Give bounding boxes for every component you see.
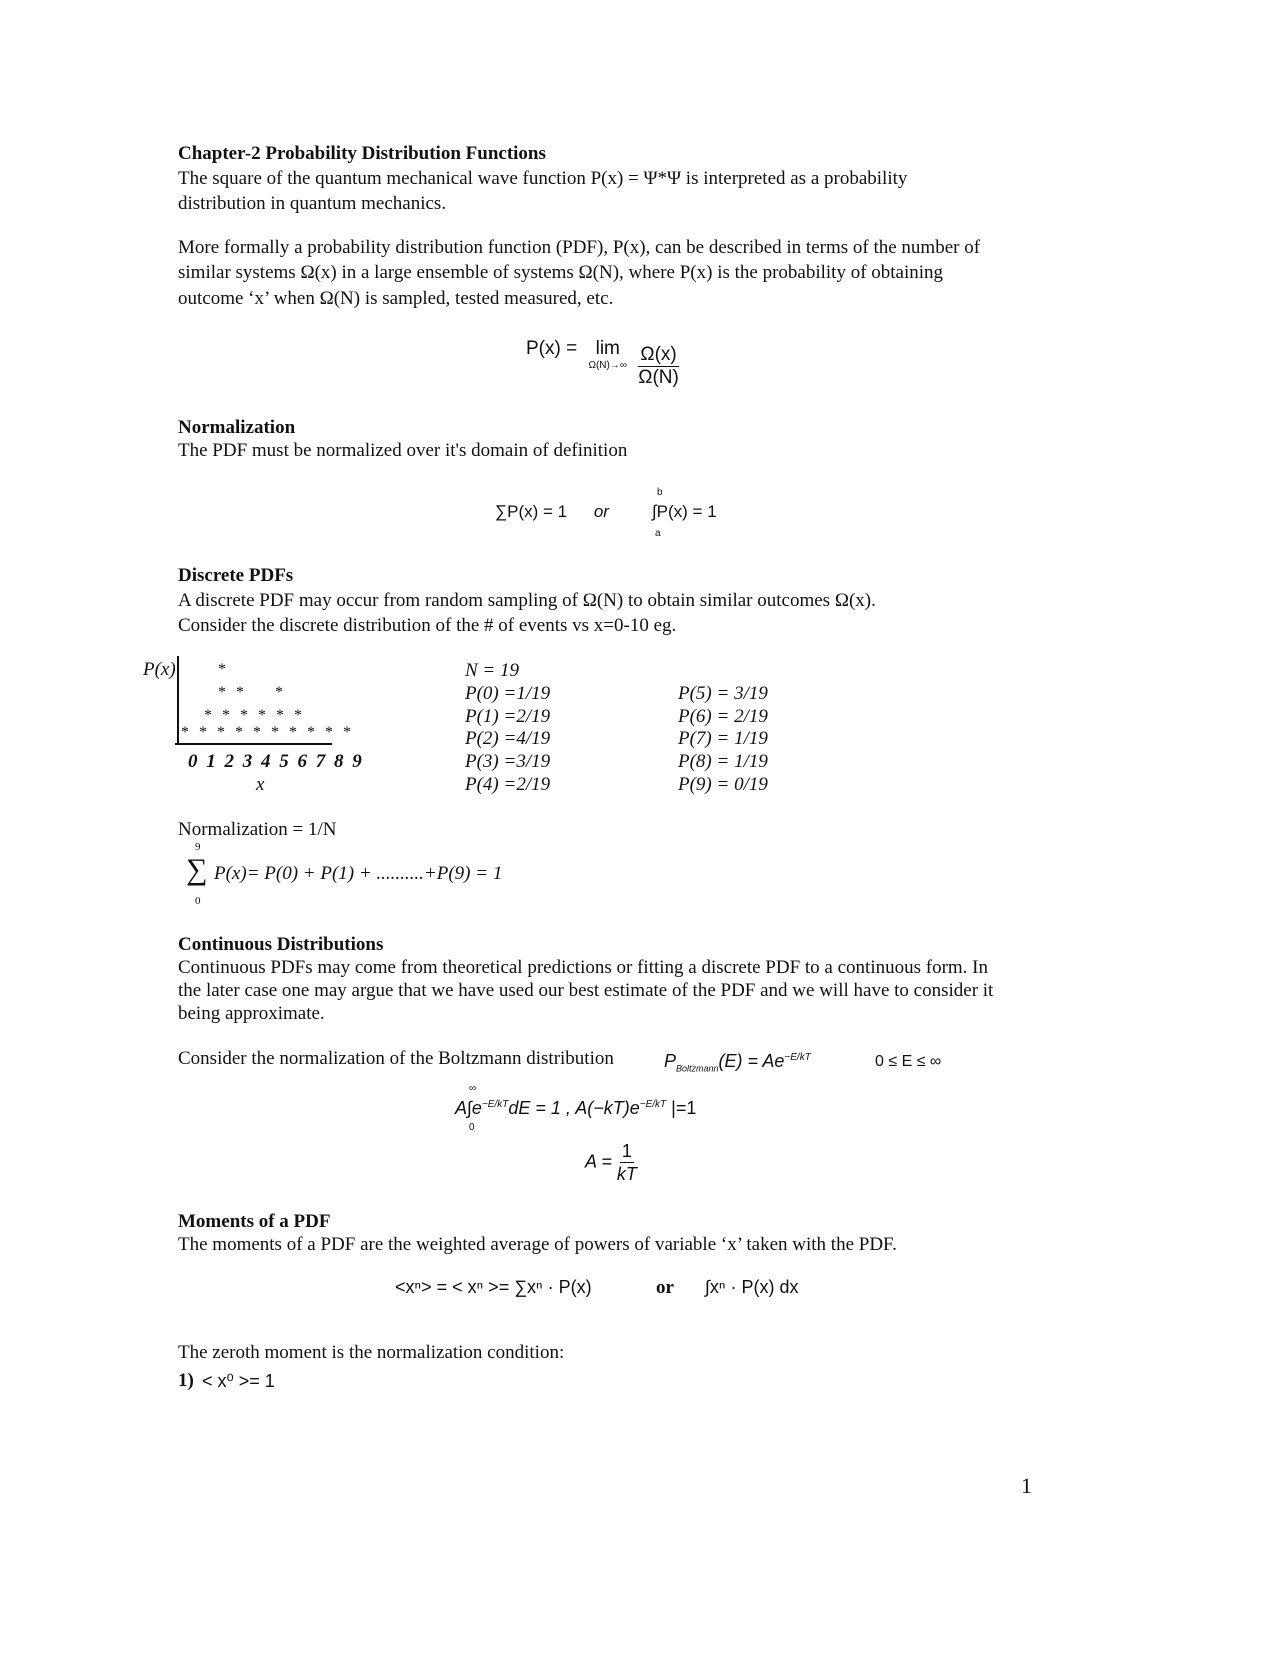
integral-equation (455, 1097, 696, 1119)
p-left-list (465, 683, 550, 797)
paragraph-line: outcome ‘x’ when Ω(N) is sampled, tested measured, etc. (178, 288, 614, 309)
p-value: P(2) =4/19 (465, 728, 551, 750)
int-rest: dE = 1 , A(−kT)e (508, 1098, 640, 1118)
p-value: P(4) =2/19 (465, 773, 551, 795)
section-heading: Continuous Distributions (178, 934, 384, 955)
paragraph-line: More formally a probability distribution function (PDF), P(x), can be described in terms of the number of (178, 237, 981, 258)
section-heading: Discrete PDFs (178, 565, 294, 586)
exponent: −E/kT (639, 1099, 667, 1110)
chapter-title: Chapter-2 Probability Distribution Functions (178, 143, 546, 164)
equation-normalization (495, 502, 631, 522)
paragraph-line: The moments of a PDF are the weighted average of powers of variable ‘x’ taken with the PDF. (178, 1234, 897, 1255)
p-value: P(5) = 3/19 (678, 683, 768, 704)
paragraph-line: A discrete PDF may occur from random sampling of Ω(N) to obtain similar outcomes Ω(x). (178, 590, 876, 611)
x-axis (175, 743, 332, 745)
p-value: P(6) = 2/19 (678, 705, 768, 727)
denominator: Ω(N) (638, 367, 679, 388)
a-equation (585, 1140, 637, 1185)
page-number: 1 (1021, 1473, 1032, 1498)
intro-line: The square of the quantum mechanical wave function P(x) = Ψ*Ψ is interpreted as a probability (178, 168, 908, 189)
paragraph-line: similar systems Ω(x) in a large ensemble of systems Ω(N), where P(x) is the probability of obtaining (178, 262, 944, 283)
zeroth-moment-equation: < x⁰ >= 1 (202, 1371, 275, 1391)
paragraph-line: The PDF must be normalized over it's domain of definition (178, 440, 628, 461)
paragraph-line: the later case one may argue that we have used our best estimate of the PDF and we will have to consider it (178, 980, 994, 1001)
lim: lim (595, 338, 620, 359)
sum-lower: 0 (195, 895, 201, 907)
n-value: N = 19 (465, 660, 519, 681)
intro-line: distribution in quantum mechanics. (178, 193, 447, 214)
rhs: (E) = Ae (718, 1051, 785, 1071)
boltzmann-equation (664, 1050, 811, 1072)
histogram-row: * * * * * * (204, 707, 305, 724)
item-number: 1) (178, 1370, 194, 1391)
p-value: P(7) = 1/19 (678, 728, 768, 750)
range: 0 ≤ E ≤ ∞ (875, 1053, 942, 1070)
normalization-text: Normalization = 1/N (178, 819, 337, 840)
p-value: P(3) =3/19 (465, 751, 551, 773)
p-value: P(0) =1/19 (465, 683, 551, 704)
histogram-row: * * * (218, 684, 286, 701)
sum-upper: 9 (195, 841, 201, 853)
moment-equation: <xⁿ> = < xⁿ >= ∑xⁿ · P(x) (395, 1277, 592, 1297)
histogram-row: * * * * * * * * * * (181, 724, 354, 741)
x-tick-labels: 0 1 2 3 4 5 6 7 8 9 (188, 751, 364, 772)
exponent: −E/kT (481, 1099, 509, 1110)
lower-limit: a (655, 528, 661, 539)
paragraph-line: The zeroth moment is the normalization condition: (178, 1342, 565, 1363)
integral-upper: ∞ (469, 1083, 477, 1094)
moment-integral: ∫xⁿ · P(x) dx (705, 1277, 799, 1297)
p-value: P(8) = 1/19 (678, 751, 768, 773)
lim-subscript: Ω(N)→∞ (588, 360, 627, 371)
subscript: Boltzmann (676, 1063, 719, 1074)
section-heading: Normalization (178, 417, 296, 438)
or-text: or (656, 1277, 674, 1298)
sum-expression: P(x)= P(0) + P(1) + ..........+P(9) = 1 (214, 863, 503, 884)
histogram-row: * (218, 661, 229, 678)
numerator: Ω(x) (640, 344, 677, 365)
p-value: P(1) =2/19 (465, 705, 551, 727)
int-end: |=1 (671, 1098, 697, 1118)
section-heading: Moments of a PDF (178, 1211, 331, 1232)
numerator: 1 (621, 1141, 632, 1161)
y-axis (177, 656, 179, 744)
sum-expr: ∑P(x) = 1 (495, 502, 568, 521)
y-axis-label: P(x) (143, 659, 176, 680)
int-a: A∫e (455, 1098, 482, 1118)
upper-limit: b (657, 487, 663, 498)
paragraph-line: Consider the normalization of the Boltzmann distribution (178, 1048, 614, 1069)
a-lhs: A = (585, 1151, 612, 1172)
p-value: P(9) = 0/19 (678, 773, 768, 795)
integral-expr: ∫P(x) = 1 (652, 502, 717, 521)
paragraph-line: Continuous PDFs may come from theoretical predictions or fitting a discrete PDF to a continuous form. In (178, 957, 989, 978)
integral-lower: 0 (469, 1122, 475, 1133)
P: P (664, 1051, 677, 1071)
sigma-icon: ∑ (186, 853, 208, 886)
exponent: −E/kT (784, 1052, 811, 1063)
equation-limit (526, 338, 679, 389)
x-axis-label: x (256, 774, 265, 795)
paragraph-line: being approximate. (178, 1003, 325, 1024)
eq-lhs: P(x) = (526, 338, 578, 359)
denominator: kT (616, 1164, 637, 1184)
p-right-list (678, 683, 768, 797)
or-text: or (593, 502, 609, 521)
paragraph-line: Consider the discrete distribution of the # of events vs x=0-10 eg. (178, 615, 677, 636)
